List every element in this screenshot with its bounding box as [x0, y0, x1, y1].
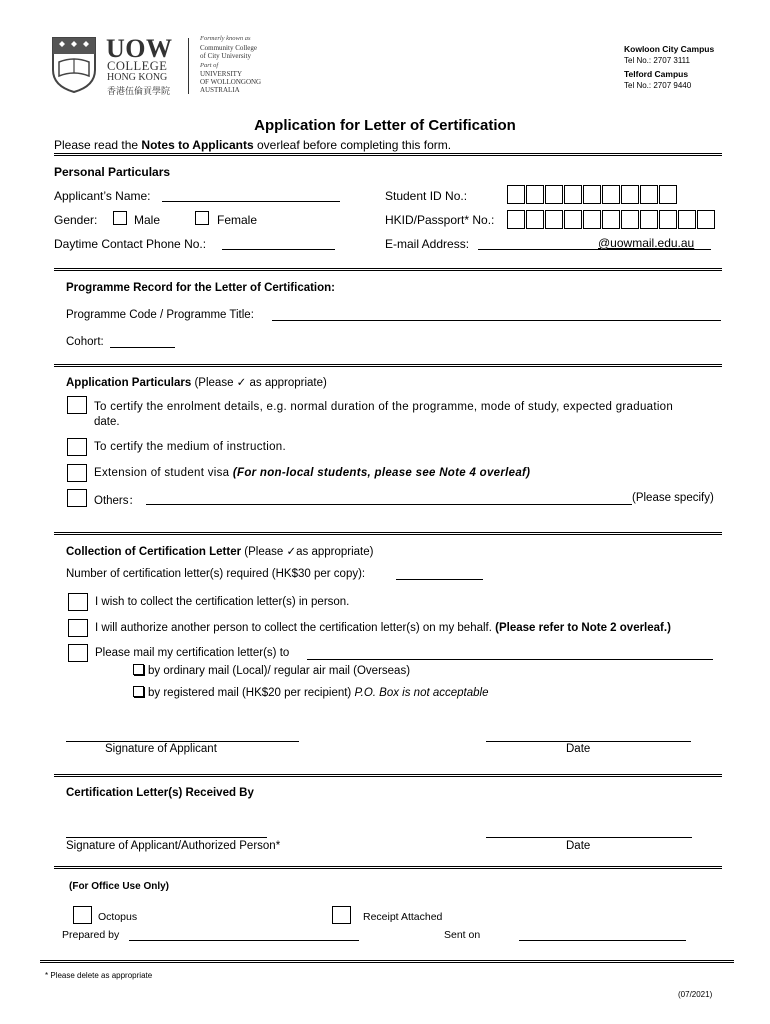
mail-address-field[interactable]: [307, 659, 713, 660]
logo-univ3: AUSTRALIA: [200, 86, 240, 94]
sent-on-field[interactable]: [519, 940, 686, 941]
cohort-label: Cohort:: [66, 336, 104, 348]
collect-in-person-label: I wish to collect the certification letter(s) in person.: [95, 596, 350, 608]
kowloon-campus-label: Kowloon City Campus: [624, 44, 715, 54]
logo-formerly: Formerly known as: [200, 35, 251, 42]
form-title: Application for Letter of Certification: [254, 117, 516, 134]
received-signature-label: Signature of Applicant/Authorized Person*: [66, 840, 281, 852]
certify-medium-checkbox[interactable]: [67, 438, 87, 456]
hkid-field[interactable]: [507, 210, 716, 229]
footnote: * Please delete as appropriate: [45, 971, 153, 980]
prepared-by-label: Prepared by: [62, 929, 120, 941]
gender-label: Gender:: [54, 213, 98, 227]
certify-enrolment-label-2: date.: [94, 416, 120, 428]
others-label: Others：: [94, 495, 141, 507]
received-date-field[interactable]: [486, 837, 692, 838]
prepared-by-field[interactable]: [129, 940, 359, 941]
others-checkbox[interactable]: [67, 489, 87, 507]
receipt-attached-checkbox[interactable]: [332, 906, 351, 924]
ordinary-mail-option[interactable]: by ordinary mail (Local)/ regular air mail (Overseas): [133, 664, 410, 677]
gender-female-checkbox[interactable]: [195, 211, 209, 225]
gender-male-label: Male: [134, 213, 161, 227]
email-field[interactable]: [478, 249, 598, 250]
ordinary-mail-checkbox[interactable]: [133, 664, 144, 675]
hkid-label: HKID/Passport* No.:: [385, 213, 495, 227]
student-id-field[interactable]: [507, 185, 678, 204]
received-signature-field[interactable]: [66, 837, 267, 838]
phone-label: Daytime Contact Phone No.:: [54, 237, 207, 251]
logo-univ2: OF WOLLONGONG: [200, 78, 262, 86]
registered-mail-checkbox[interactable]: [133, 686, 144, 697]
programme-heading: Programme Record for the Letter of Certification:: [66, 282, 336, 294]
certify-medium-label: To certify the medium of instruction.: [94, 441, 286, 453]
octopus-label: Octopus: [98, 911, 138, 923]
receipt-attached-label: Receipt Attached: [363, 911, 443, 923]
section-rule: [40, 960, 734, 963]
received-heading: Certification Letter(s) Received By: [66, 787, 254, 799]
gender-female-label: Female: [217, 213, 258, 227]
registered-mail-option[interactable]: by registered mail (HK$20 per recipient) P.O. Box is not acceptable: [133, 686, 489, 699]
applicant-date-label: Date: [566, 743, 591, 755]
mail-letter-label: Please mail my certification letter(s) to: [95, 647, 290, 659]
section-rule: [54, 774, 722, 777]
authorize-person-label: I will authorize another person to collect the certification letter(s) on my behalf. (Please refer to Note 2 overleaf.): [95, 622, 671, 634]
logo-chinese-text: 香港伍倫貢學院: [107, 86, 171, 96]
telford-campus-tel: Tel No.: 2707 9440: [624, 81, 692, 90]
section-rule: [54, 866, 722, 869]
application-heading: Application Particulars (Please ✓ as appropriate): [66, 377, 327, 389]
uow-crest-logo: [51, 36, 97, 94]
visa-extension-label: Extension of student visa (For non-local students, please see Note 4 overleaf): [94, 467, 531, 479]
received-date-label: Date: [566, 840, 591, 852]
applicant-name-field[interactable]: [162, 201, 340, 202]
kowloon-campus-tel: Tel No.: 2707 3111: [624, 56, 690, 65]
octopus-checkbox[interactable]: [73, 906, 92, 924]
certify-enrolment-checkbox[interactable]: [67, 396, 87, 414]
logo-cc-line2: of City University: [200, 52, 251, 60]
gender-male-checkbox[interactable]: [113, 211, 127, 225]
programme-code-field[interactable]: [272, 320, 721, 321]
logo-partof: Part of: [200, 62, 219, 69]
form-version: (07/2021): [678, 990, 713, 999]
phone-field[interactable]: [222, 249, 335, 250]
sent-on-label: Sent on: [444, 929, 481, 941]
student-id-label: Student ID No.:: [385, 189, 468, 203]
number-copies-label: Number of certification letter(s) required (HK$30 per copy):: [66, 568, 366, 580]
email-label: E-mail Address:: [385, 237, 470, 251]
number-copies-field[interactable]: [396, 579, 483, 580]
intro-text: Please read the Notes to Applicants overleaf before completing this form.: [54, 138, 452, 152]
logo-divider: [188, 38, 189, 94]
visa-extension-checkbox[interactable]: [67, 464, 87, 482]
logo-univ1: UNIVERSITY: [200, 70, 242, 78]
programme-code-label: Programme Code / Programme Title:: [66, 309, 254, 321]
logo-uow-text: UOW: [106, 34, 173, 63]
others-specify-field[interactable]: [146, 504, 632, 505]
section-rule: [54, 268, 722, 271]
others-specify-suffix: (Please specify): [632, 492, 714, 504]
section-rule: [54, 364, 722, 367]
applicant-date-field[interactable]: [486, 741, 691, 742]
logo-cc-line1: Community College: [200, 44, 257, 52]
applicant-name-label: Applicant’s Name:: [54, 189, 151, 203]
logo-college-text: COLLEGE: [107, 59, 168, 73]
applicant-signature-label: Signature of Applicant: [105, 743, 217, 755]
applicant-signature-field[interactable]: [66, 741, 299, 742]
telford-campus-label: Telford Campus: [624, 69, 689, 79]
logo-hongkong-text: HONG KONG: [107, 72, 168, 83]
collection-heading: Collection of Certification Letter (Please ✓as appropriate): [66, 546, 374, 558]
email-domain: @uowmail.edu.au: [598, 236, 695, 250]
collect-in-person-checkbox[interactable]: [68, 593, 88, 611]
section-rule: [54, 153, 722, 156]
personal-heading: Personal Particulars: [54, 165, 171, 179]
section-rule: [54, 532, 722, 535]
office-use-heading: (For Office Use Only): [69, 881, 170, 892]
cohort-field[interactable]: [110, 347, 175, 348]
mail-letter-checkbox[interactable]: [68, 644, 88, 662]
authorize-person-checkbox[interactable]: [68, 619, 88, 637]
certify-enrolment-label: To certify the enrolment details, e.g. normal duration of the programme, mode of study, expected graduation: [94, 401, 674, 413]
email-domain-underline: [598, 249, 711, 250]
